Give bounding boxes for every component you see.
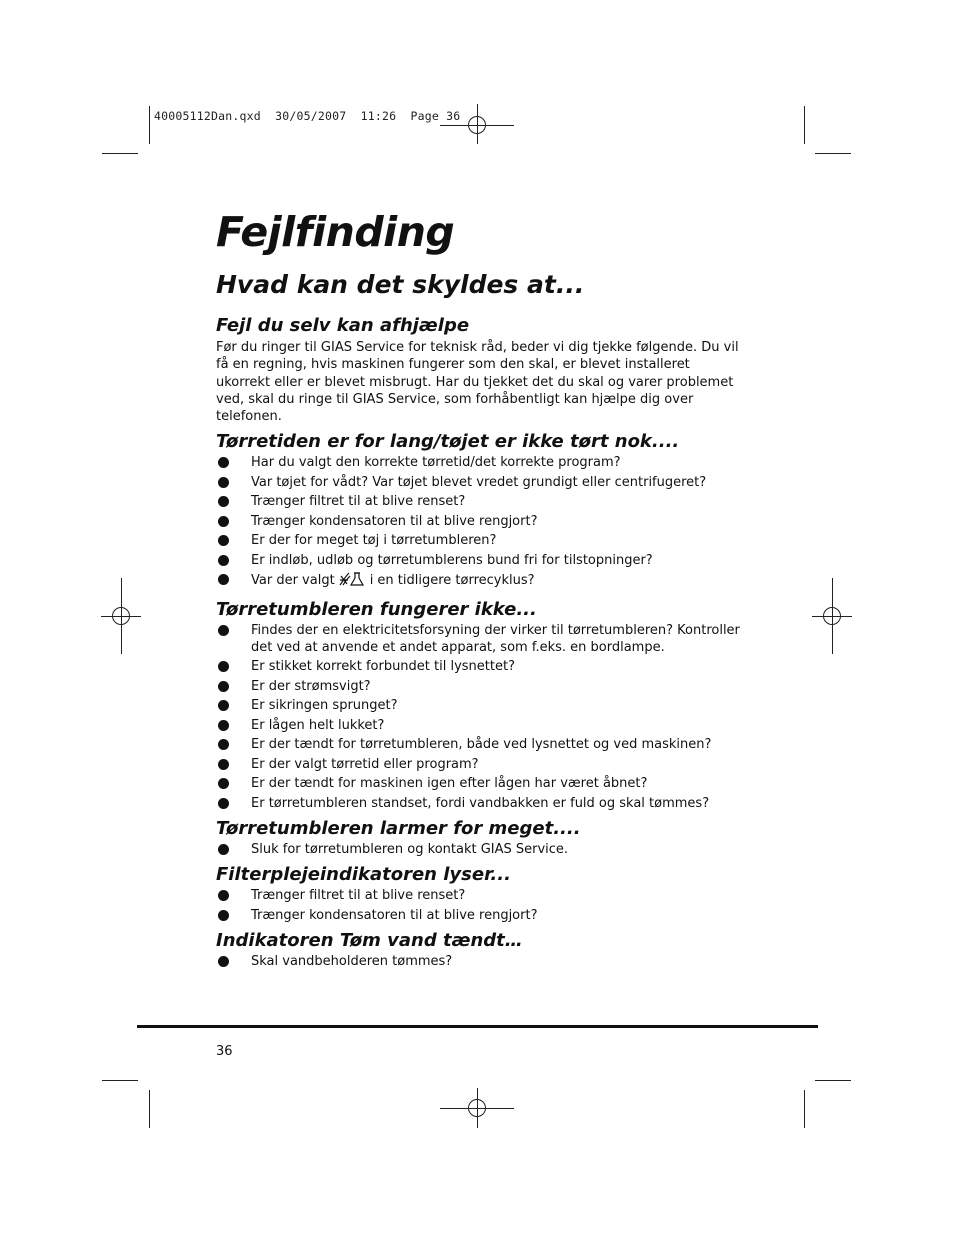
list-item: Er der tændt for maskinen igen efter lågen har været åbnet? <box>216 775 746 792</box>
list-item: Findes der en elektricitetsforsyning der virker til tørretumbleren? Kontroller det ved at anvende et andet apparat, som f.eks. en bordlampe. <box>216 622 746 657</box>
bullet-icon <box>218 720 229 731</box>
list-item: Sluk for tørretumbleren og kontakt GIAS Service. <box>216 841 746 858</box>
section-not-working <box>216 598 746 812</box>
bullet-icon <box>218 798 229 809</box>
bullet-icon <box>218 477 229 488</box>
intro-paragraph: Før du ringer til GIAS Service for teknisk råd, beder vi dig tjekke følgende. Du vil få en regning, hvis maskinen fungerer som den skal, er blevet installeret ukorrekt eller er blevet misbrugt. Har du tjekket det du skal og varer problemet ved, skal du ringe til GIAS Service, som forhåbentligt kan hjælpe dig over telefonen. <box>216 340 739 425</box>
section-heading: Filterplejeindikatoren lyser... <box>216 864 511 886</box>
list-item: Er lågen helt lukket? <box>216 717 746 734</box>
list-item: Trænger kondensatoren til at blive rengjort? <box>216 907 746 924</box>
bullet-icon <box>218 844 229 855</box>
list-item: Er der tændt for tørretumbleren, både ved lysnettet og ved maskinen? <box>216 736 746 753</box>
page-number: 36 <box>216 1044 233 1059</box>
bullet-icon <box>218 457 229 468</box>
checklist <box>216 841 746 858</box>
section-heading: Tørretiden er for lang/tøjet er ikke tørt nok.... <box>216 431 680 453</box>
print-slug: 40005112Dan.qxd 30/05/2007 11:26 Page 36 <box>154 109 461 123</box>
checklist <box>216 454 746 592</box>
list-item: Har du valgt den korrekte tørretid/det korrekte program? <box>216 454 746 471</box>
checklist <box>216 887 746 924</box>
bullet-icon <box>218 739 229 750</box>
bullet-icon <box>218 574 229 585</box>
list-item: Var tøjet for vådt? Var tøjet blevet vredet grundigt eller centrifugeret? <box>216 474 746 491</box>
section-heading: Indikatoren Tøm vand tændt… <box>216 930 523 952</box>
bullet-icon <box>218 535 229 546</box>
list-item: Er der for meget tøj i tørretumbleren? <box>216 532 746 549</box>
bullet-icon <box>218 625 229 636</box>
bullet-icon <box>218 661 229 672</box>
list-item: Er sikringen sprunget? <box>216 697 746 714</box>
list-item: Trænger filtret til at blive renset? <box>216 493 746 510</box>
fabric-care-icon <box>338 571 366 592</box>
page-subtitle: Hvad kan det skyldes at... <box>216 270 585 299</box>
bullet-icon <box>218 496 229 507</box>
list-item: Er der strømsvigt? <box>216 678 746 695</box>
section-noise <box>216 817 746 858</box>
section-empty-water-indicator <box>216 929 746 970</box>
checklist <box>216 953 746 970</box>
list-item: Er tørretumbleren standset, fordi vandbakken er fuld og skal tømmes? <box>216 795 746 812</box>
bullet-icon <box>218 890 229 901</box>
list-item: Er indløb, udløb og tørretumblerens bund fri for tilstopninger? <box>216 552 746 569</box>
section-heading: Tørretumbleren larmer for meget.... <box>216 818 581 840</box>
list-item: Er der valgt tørretid eller program? <box>216 756 746 773</box>
bullet-icon <box>218 759 229 770</box>
list-item: Trænger filtret til at blive renset? <box>216 887 746 904</box>
list-item: Var der valgt i en tidligere tørrecyklus? <box>216 571 746 592</box>
section-self-help <box>216 314 746 425</box>
list-item: Trænger kondensatoren til at blive rengjort? <box>216 513 746 530</box>
bullet-icon <box>218 778 229 789</box>
list-item: Er stikket korrekt forbundet til lysnettet? <box>216 658 746 675</box>
bullet-icon <box>218 555 229 566</box>
page-title: Fejlfinding <box>216 208 455 256</box>
list-item: Skal vandbeholderen tømmes? <box>216 953 746 970</box>
footer-rule <box>137 1025 818 1028</box>
section-heading: Fejl du selv kan afhjælpe <box>216 315 470 336</box>
section-heading: Tørretumbleren fungerer ikke... <box>216 598 537 620</box>
checklist <box>216 622 746 812</box>
section-filter-indicator <box>216 863 746 924</box>
bullet-icon <box>218 681 229 692</box>
bullet-icon <box>218 700 229 711</box>
section-drying-time <box>216 430 746 592</box>
troubleshooting-content <box>216 314 746 971</box>
bullet-icon <box>218 956 229 967</box>
bullet-icon <box>218 516 229 527</box>
bullet-icon <box>218 910 229 921</box>
